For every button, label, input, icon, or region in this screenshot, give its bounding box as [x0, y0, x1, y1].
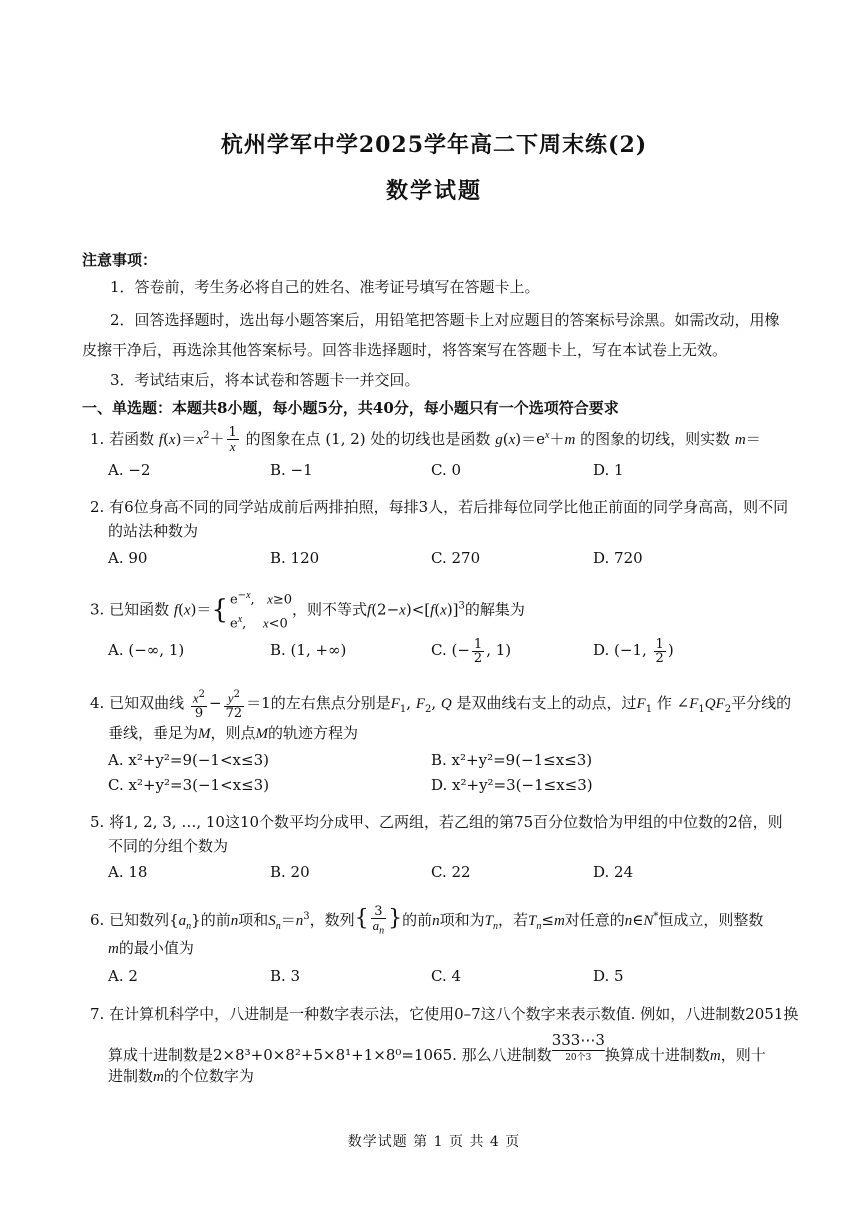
q4-option-c: C. x²+y²=3(−1<x≤3)	[108, 776, 270, 794]
q6-option-a: A. 2	[108, 967, 138, 985]
q6-text-mid2: 项和	[238, 911, 269, 929]
q6-text-mid4: 的前	[402, 911, 433, 929]
exam-title: 杭州学军中学2025学年高二下周末练(2)	[220, 132, 648, 158]
q3-text-post: ，则不等式	[292, 600, 368, 619]
q3-text-tail: 的解集为	[464, 600, 525, 619]
q4-text-line2c: 的轨迹方程为	[268, 724, 359, 742]
question-6-cont: m的最小值为	[108, 939, 194, 957]
q6-text: 6. 已知数列	[90, 911, 170, 929]
question-6: 6. 已知数列$\{a_n\}$的前n项和$S_n=n^3$，数列{ $\frac{3}{a_n}$ }的前n项和为$T_n$，若$T_n\le m$对任意的n∈N*恒成立，则整数	[90, 903, 764, 937]
notice-heading: 注意事项：	[82, 251, 158, 269]
q4-text: 4. 已知双曲线	[90, 694, 185, 712]
q2-option-b: B. 120	[270, 549, 320, 567]
question-2-cont: 的站法种数为	[108, 522, 199, 540]
q7-text-2a: 算成十进制数是	[108, 1046, 214, 1064]
q1-option-d: D. 1	[593, 461, 624, 479]
q4-option-d: D. x²+y²=3(−1≤x≤3)	[431, 776, 593, 794]
q7-digits-count: 20个3	[552, 1050, 605, 1055]
notice-item-2: 2．回答选择题时，选出每小题答案后，用铅笔把答题卡上对应题目的答案标号涂黑。如需改动，用橡	[110, 311, 780, 329]
q6-text-mid7: 对任意的	[564, 911, 625, 929]
q6-text-line2: 的最小值为	[118, 939, 194, 957]
q6-text-mid8: 恒成立，则整数	[658, 911, 764, 929]
q7-text-3b: 的个位数字为	[163, 1067, 254, 1085]
q6-option-c: C. 4	[431, 967, 462, 985]
question-4-cont: 垂线，垂足为M，则点M的轨迹方程为	[108, 724, 359, 742]
q6-option-d: D. 5	[593, 967, 624, 985]
q4-text-post: 的左右焦点分别是	[270, 694, 391, 712]
notice-item-2-cont: 皮擦干净后，再选涂其他答案标号。回答非选择题时，将答案写在答题卡上，写在本试卷上无效。	[82, 341, 728, 359]
question-1: 1. 若函数 $f(x)=x^2+$ $\frac{1}{x}$ 的图象在点 (1, 2) 处的切线也是函数 $g(x)=e^x+m$ 的图象的切线，则实数 m＝	[90, 425, 761, 454]
q2-option-d: D. 720	[593, 549, 643, 567]
q3-option-a: A. (−∞, 1)	[108, 641, 185, 659]
q7-text-2d: 换算成十进制数	[604, 1046, 710, 1064]
q7-digits	[551, 1030, 605, 1063]
page-footer: 数学试题 第 1 页 共 4 页	[347, 1134, 521, 1150]
q1-option-c: C. 0	[431, 461, 462, 479]
question-2: 2. 有6位身高不同的同学站成前后两排拍照，每排3人，若后排每位同学比他正前面的同学身高高，则不同	[90, 498, 789, 516]
question-7: 7. 在计算机科学中，八进制是一种数字表示法，它使用0–7这八个数字来表示数值. 例如，八进制数2051换	[90, 1005, 799, 1023]
question-5-cont: 不同的分组个数为	[108, 837, 229, 855]
q1-text: 1. 若函数	[90, 430, 155, 448]
q4-text-line2: 垂线，垂足为	[108, 724, 199, 742]
section-heading: 一、单选题：本题共8小题，每小题5分，共40分，每小题只有一个选项符合要求	[82, 399, 619, 417]
q7-digits-text: 333⋯3	[551, 1031, 605, 1049]
q1-text-mid: 的图象在点 (1, 2) 处的切线也是函数	[245, 430, 491, 448]
q4-option-b: B. x²+y²=9(−1≤x≤3)	[431, 751, 593, 769]
notice-item-1: 1．答卷前，考生务必将自己的姓名、准考证号填写在答题卡上。	[110, 278, 540, 296]
q6-text-mid3: ，数列	[309, 911, 355, 929]
question-5: 5. 将1, 2, 3, …, 10这10个数平均分成甲、乙两组，若乙组的第75百分位数恰为甲组的中位数的2倍，则	[90, 813, 783, 831]
notice-item-3: 3．考试结束后，将本试卷和答题卡一并交回。	[110, 371, 420, 389]
q7-equation: 2×8³+0×8²+5×8¹+1×8⁰=1065	[213, 1046, 453, 1064]
q7-text-2c: . 那么八进制数	[452, 1046, 552, 1064]
question-7-cont: 算成十进制数是2×8³+0×8²+5×8¹+1×8⁰=1065. 那么八进制数333⋯3 20个3 换算成十进制数m，则十	[108, 1031, 766, 1064]
q6-text-mid5: 项和为	[439, 911, 485, 929]
q6-text-mid: 的前	[200, 911, 231, 929]
q3-text: 3. 已知函数	[90, 600, 170, 619]
q5-option-c: C. 22	[431, 863, 471, 881]
q3-option-d-label: D.	[593, 641, 610, 659]
q3-option-c: C. (− $\frac{1}{2}$ , 1)	[431, 636, 512, 666]
question-7-cont2: 进制数m的个位数字为	[108, 1067, 254, 1085]
q3-option-c-label: C.	[431, 641, 447, 659]
q1-option-b: B. −1	[270, 461, 313, 479]
q6-option-b: B. 3	[270, 967, 301, 985]
q1-text-post: 的图象的切线，则实数	[580, 430, 731, 448]
q4-text-post3: 平分线的	[731, 694, 792, 712]
question-3: 3. 已知函数 f(x)＝{ $e^{-x}$, x≥0 $e^x$, x<0，则不等式$f(2-x)<[f(x)]^3$的解集为	[90, 590, 525, 632]
q3-option-d: D. (−1, $\frac{1}{2}$ )	[593, 636, 674, 666]
q7-text-3: 进制数	[108, 1067, 154, 1085]
question-4: 4. 已知双曲线 $\frac{x^2}{9}$ − $\frac{y^2}{72}$ ＝1的左右焦点分别是$F_1$, $F_2$, Q 是双曲线右支上的动点，过$F_1$ 作 $\angle F_1QF_2$平分线的	[90, 689, 792, 721]
q4-option-a: A. x²+y²=9(−1<x≤3)	[108, 751, 269, 769]
q4-text-line2b: ，则点	[210, 724, 256, 742]
q2-option-c: C. 270	[431, 549, 481, 567]
q1-option-a: A. −2	[108, 461, 151, 479]
q3-option-b: B. (1, +∞)	[270, 641, 347, 659]
q5-option-a: A. 18	[108, 863, 148, 881]
q6-text-mid6: ，若	[498, 911, 529, 929]
q7-text-2e: ，则十	[720, 1046, 766, 1064]
q4-text-post2: 是双曲线右支上的动点，过	[456, 694, 637, 712]
q5-option-d: D. 24	[593, 863, 634, 881]
q5-option-b: B. 20	[270, 863, 310, 881]
exam-subtitle: 数学试题	[385, 178, 482, 204]
q2-option-a: A. 90	[108, 549, 148, 567]
